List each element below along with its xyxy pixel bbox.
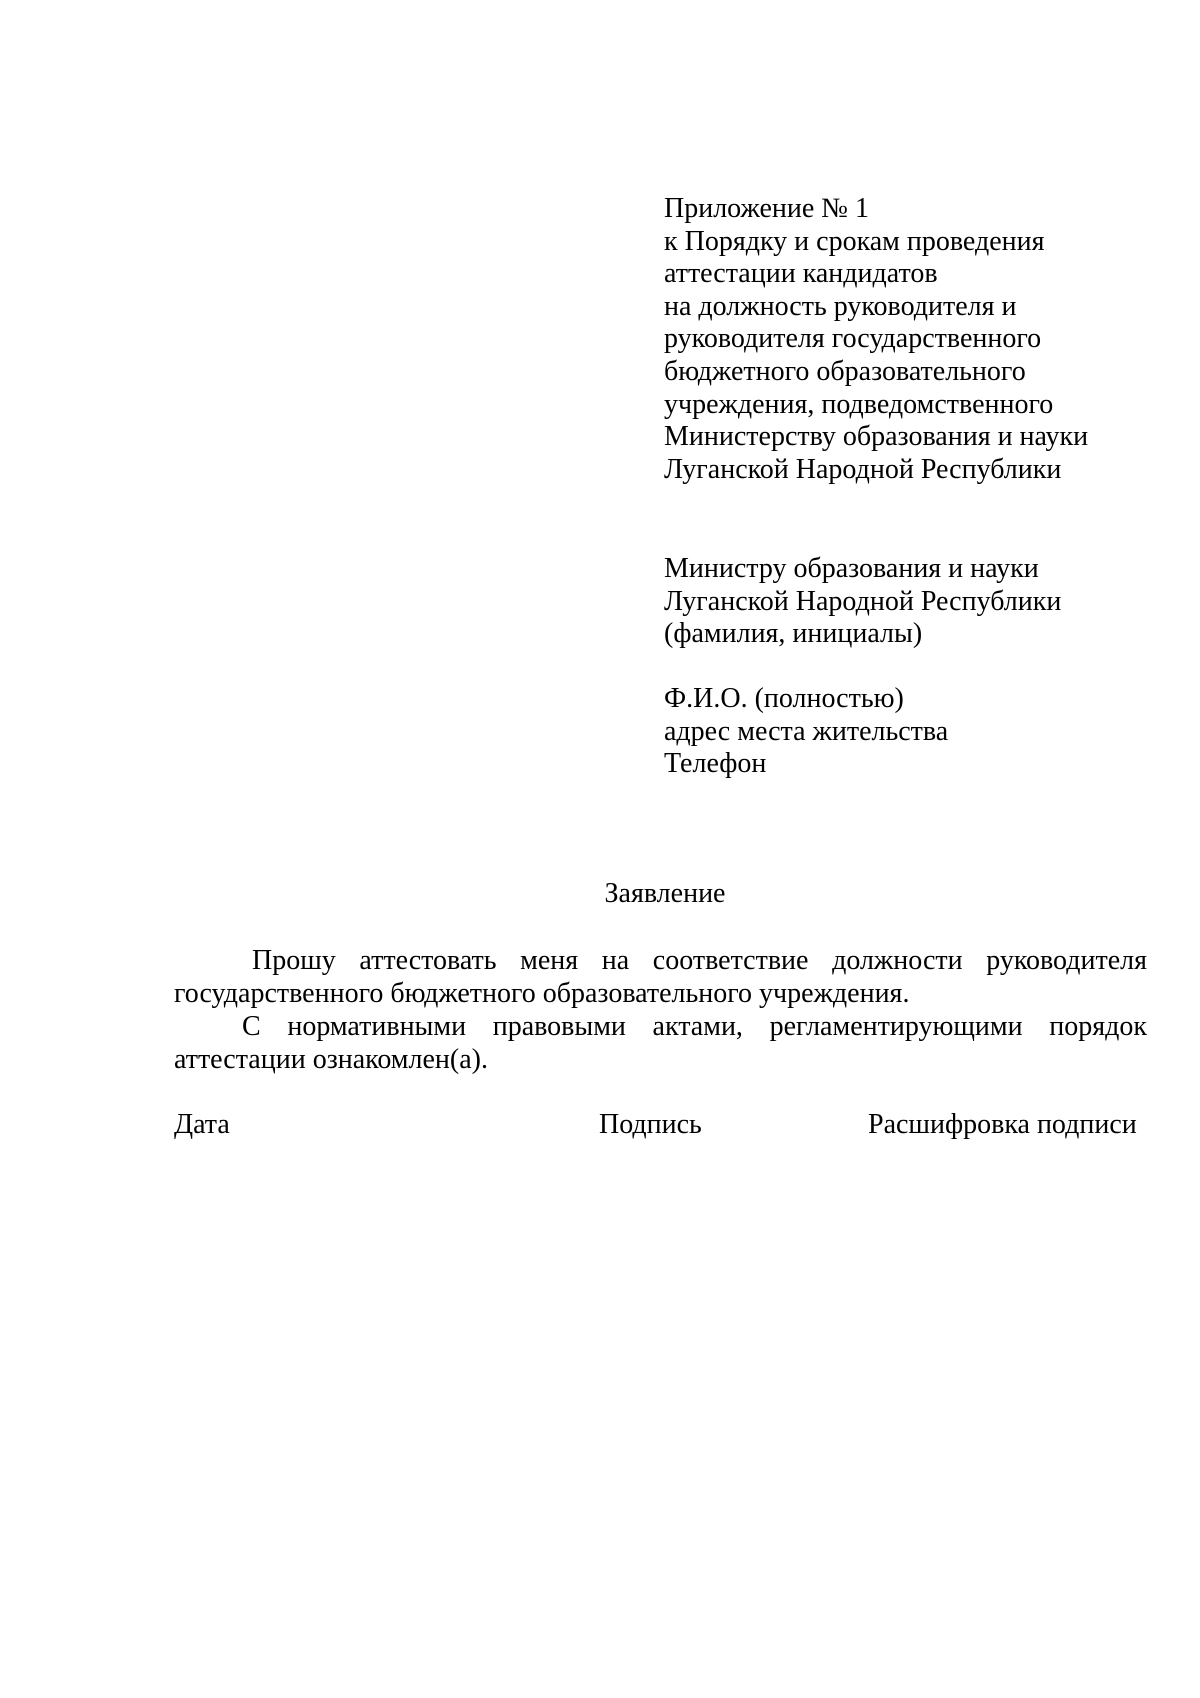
- applicant-line: адрес места жительства: [664, 715, 949, 747]
- paragraph-line: аттестации ознакомлен(а).: [174, 1044, 488, 1075]
- appendix-line: руководителя государственного: [664, 323, 1042, 355]
- appendix-line: учреждения, подведомственного: [664, 388, 1054, 420]
- signature-decoding-label: Расшифровка подписи: [868, 1109, 1137, 1140]
- addressee-line: (фамилия, инициалы): [664, 618, 923, 650]
- document-title: Заявление: [604, 878, 726, 909]
- signature-label: Подпись: [599, 1109, 702, 1140]
- date-label: Дата: [174, 1109, 230, 1140]
- request-paragraph: [174, 944, 1147, 1010]
- appendix-line: на должность руководителя и: [664, 290, 1017, 322]
- applicant-line: Ф.И.О. (полностью): [664, 683, 904, 714]
- appendix-header: [664, 193, 1104, 486]
- paragraph-line: Прошу аттестовать меня на соответствие должности руководителя: [252, 945, 1147, 976]
- appendix-line: Приложение № 1: [664, 193, 869, 224]
- appendix-line: к Порядку и срокам проведения: [664, 225, 1045, 257]
- appendix-line: аттестации кандидатов: [664, 258, 938, 290]
- paragraph-line: государственного бюджетного образовательного учреждения.: [174, 978, 910, 1009]
- applicant-block: [664, 683, 1104, 781]
- appendix-line: Министерству образования и науки: [664, 421, 1089, 453]
- acknowledgement-paragraph: [174, 1010, 1147, 1076]
- addressee-block: [664, 553, 1104, 651]
- applicant-line: Телефон: [664, 748, 767, 780]
- addressee-line: Министру образования и науки: [664, 553, 1039, 584]
- addressee-line: Луганской Народной Республики: [664, 585, 1062, 617]
- appendix-line: бюджетного образовательного: [664, 355, 1026, 387]
- paragraph-line: С нормативными правовыми актами, регламентирующими порядок: [242, 1011, 1147, 1042]
- appendix-line: Луганской Народной Республики: [664, 453, 1062, 485]
